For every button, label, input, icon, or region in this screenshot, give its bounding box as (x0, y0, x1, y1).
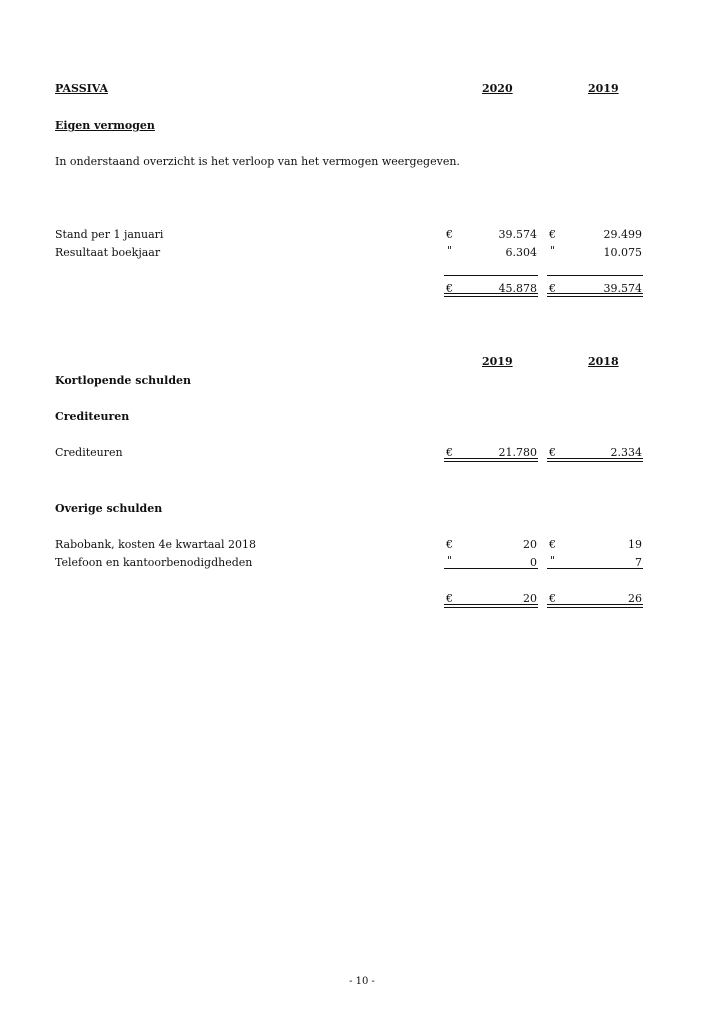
row-label: Resultaat boekjaar (55, 246, 161, 259)
subtotal-rule (444, 568, 538, 569)
other-debts-title: Overige schulden (55, 502, 163, 515)
equity-title: Eigen vermogen (55, 119, 155, 132)
value-current: 39.574 (498, 228, 537, 241)
value-previous: 29.499 (603, 228, 642, 241)
value-current: 20 (523, 538, 537, 551)
total-current: 45.878 (498, 282, 537, 295)
currency-symbol: € (549, 592, 556, 605)
currency-symbol: € (446, 592, 453, 605)
total-double-rule (444, 458, 538, 462)
subtotal-rule (444, 275, 538, 276)
currency-symbol: € (549, 538, 556, 551)
currency-symbol: € (446, 538, 453, 551)
total-current: 20 (523, 592, 537, 605)
value-previous: 10.075 (603, 246, 642, 259)
row-label: Stand per 1 januari (55, 228, 164, 241)
total-double-rule (547, 458, 643, 462)
section-title: PASSIVA (55, 82, 109, 95)
column-year-previous: 2019 (588, 82, 619, 95)
total-previous: 39.574 (603, 282, 642, 295)
subtotal-rule (547, 568, 643, 569)
row-label: Telefoon en kantoorbenodigdheden (55, 556, 253, 569)
value-current: 21.780 (498, 446, 537, 459)
ditto-mark: " (550, 244, 556, 257)
ditto-mark: " (447, 554, 453, 567)
row-label: Crediteuren (55, 446, 123, 459)
currency-symbol: € (446, 228, 453, 241)
column-year-current: 2020 (482, 82, 513, 95)
total-double-rule (444, 293, 538, 297)
ditto-mark: " (447, 244, 453, 257)
total-previous: 26 (628, 592, 642, 605)
value-previous: 19 (628, 538, 642, 551)
value-current: 0 (530, 556, 537, 569)
page-number: - 10 - (349, 976, 375, 987)
value-previous: 7 (635, 556, 642, 569)
currency-symbol: € (446, 446, 453, 459)
equity-intro: In onderstaand overzicht is het verloop van het vermogen weergegeven. (55, 155, 460, 168)
row-label: Rabobank, kosten 4e kwartaal 2018 (55, 538, 256, 551)
currency-symbol: € (549, 228, 556, 241)
value-previous: 2.334 (610, 446, 642, 459)
total-double-rule (444, 604, 538, 608)
currency-symbol: € (549, 446, 556, 459)
column-year-current: 2019 (482, 355, 513, 368)
debts-title: Kortlopende schulden (55, 374, 192, 387)
currency-symbol: € (446, 282, 453, 295)
column-year-previous: 2018 (588, 355, 619, 368)
subtotal-rule (547, 275, 643, 276)
total-double-rule (547, 604, 643, 608)
currency-symbol: € (549, 282, 556, 295)
total-double-rule (547, 293, 643, 297)
creditors-title: Crediteuren (55, 410, 130, 423)
value-current: 6.304 (505, 246, 537, 259)
ditto-mark: " (550, 554, 556, 567)
